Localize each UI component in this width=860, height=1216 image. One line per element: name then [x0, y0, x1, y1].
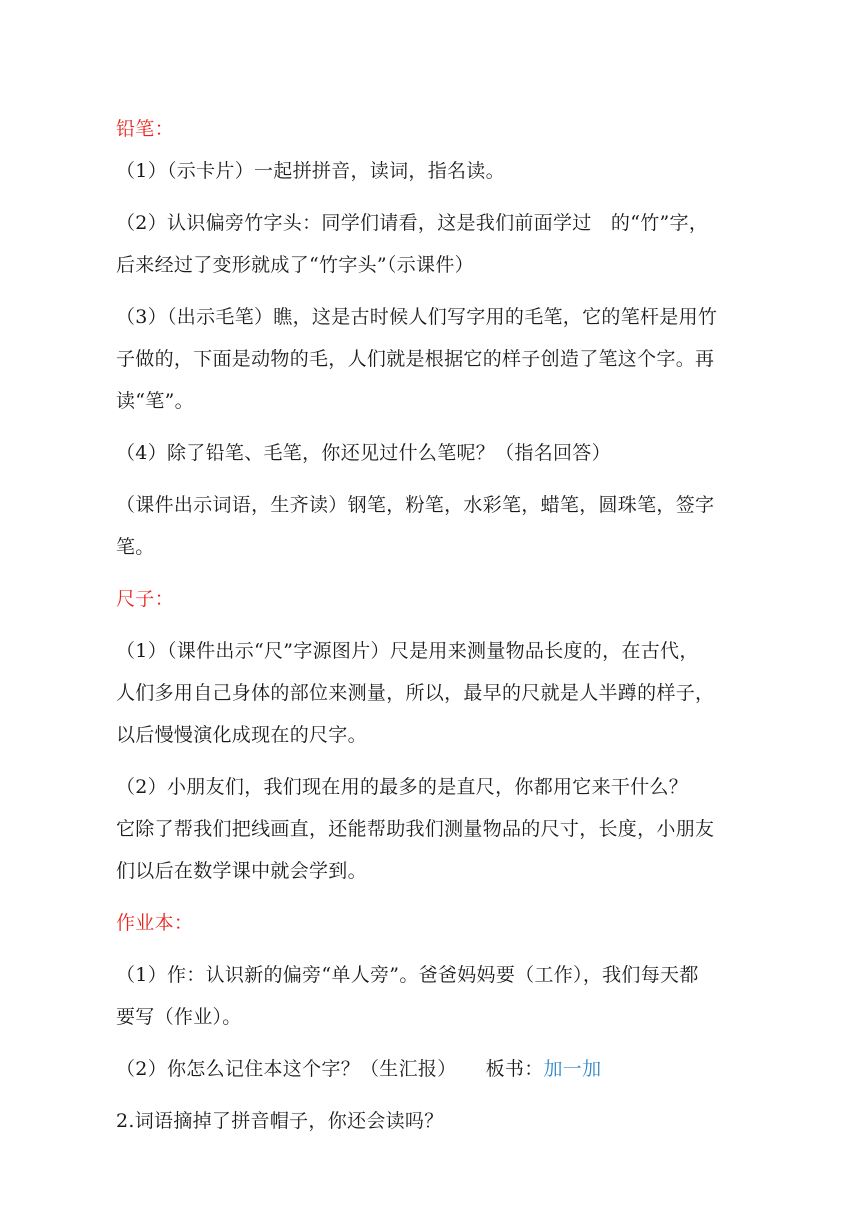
section-heading-pencil: 铅笔： [116, 118, 174, 140]
section-heading-notebook: 作业本： [116, 912, 194, 934]
paragraph-continuation: 人们多用自己身体的部位来测量，所以，最早的尺就是人半蹲的样子， [116, 682, 715, 704]
paragraph: 它除了帮我们把线画直，还能帮助我们测量物品的尺寸，长度，小朋友 [116, 818, 715, 840]
paragraph: （课件出示词语，生齐读）钢笔，粉笔，水彩笔，蜡笔，圆珠笔，签字 [116, 494, 715, 516]
paragraph-continuation: 笔。 [116, 536, 155, 558]
paragraph-text: （2）你怎么记住本这个字？（生汇报） 板书： [116, 1058, 544, 1080]
section-heading-ruler: 尺子： [116, 588, 174, 610]
board-note-text: 加一加 [543, 1058, 602, 1080]
paragraph: （4）除了铅笔、毛笔，你还见过什么笔呢？（指名回答） [116, 442, 611, 464]
numbered-item: 2.词语摘掉了拼音帽子，你还会读吗？ [116, 1110, 444, 1132]
paragraph: （2）认识偏旁竹字头：同学们请看，这是我们前面学过 的“竹”字， [116, 212, 709, 234]
paragraph [116, 1052, 756, 1086]
paragraph-continuation: 们以后在数学课中就会学到。 [116, 860, 367, 882]
paragraph: （1）（示卡片）一起拼拼音，读词，指名读。 [116, 160, 505, 182]
paragraph-continuation: 子做的，下面是动物的毛，人们就是根据它的样子创造了笔这个字。再 [116, 348, 715, 370]
paragraph: （1）（课件出示“尺”字源图片）尺是用来测量物品长度的，在古代， [116, 640, 699, 662]
paragraph: （2）小朋友们，我们现在用的最多的是直尺，你都用它来干什么？ [116, 776, 689, 798]
paragraph: （1）作：认识新的偏旁“单人旁”。爸爸妈妈要（工作），我们每天都 [116, 964, 699, 986]
paragraph-continuation: 后来经过了变形就成了“竹字头”（示课件） [116, 254, 474, 276]
paragraph-continuation: 读“笔”。 [116, 390, 194, 412]
document-page [116, 112, 756, 1138]
paragraph: （3）（出示毛笔）瞧，这是古时候人们写字用的毛笔，它的笔杆是用竹 [116, 306, 718, 328]
paragraph-continuation: 要写（作业）。 [116, 1006, 242, 1028]
paragraph-continuation: 以后慢慢演化成现在的尺字。 [116, 724, 367, 746]
